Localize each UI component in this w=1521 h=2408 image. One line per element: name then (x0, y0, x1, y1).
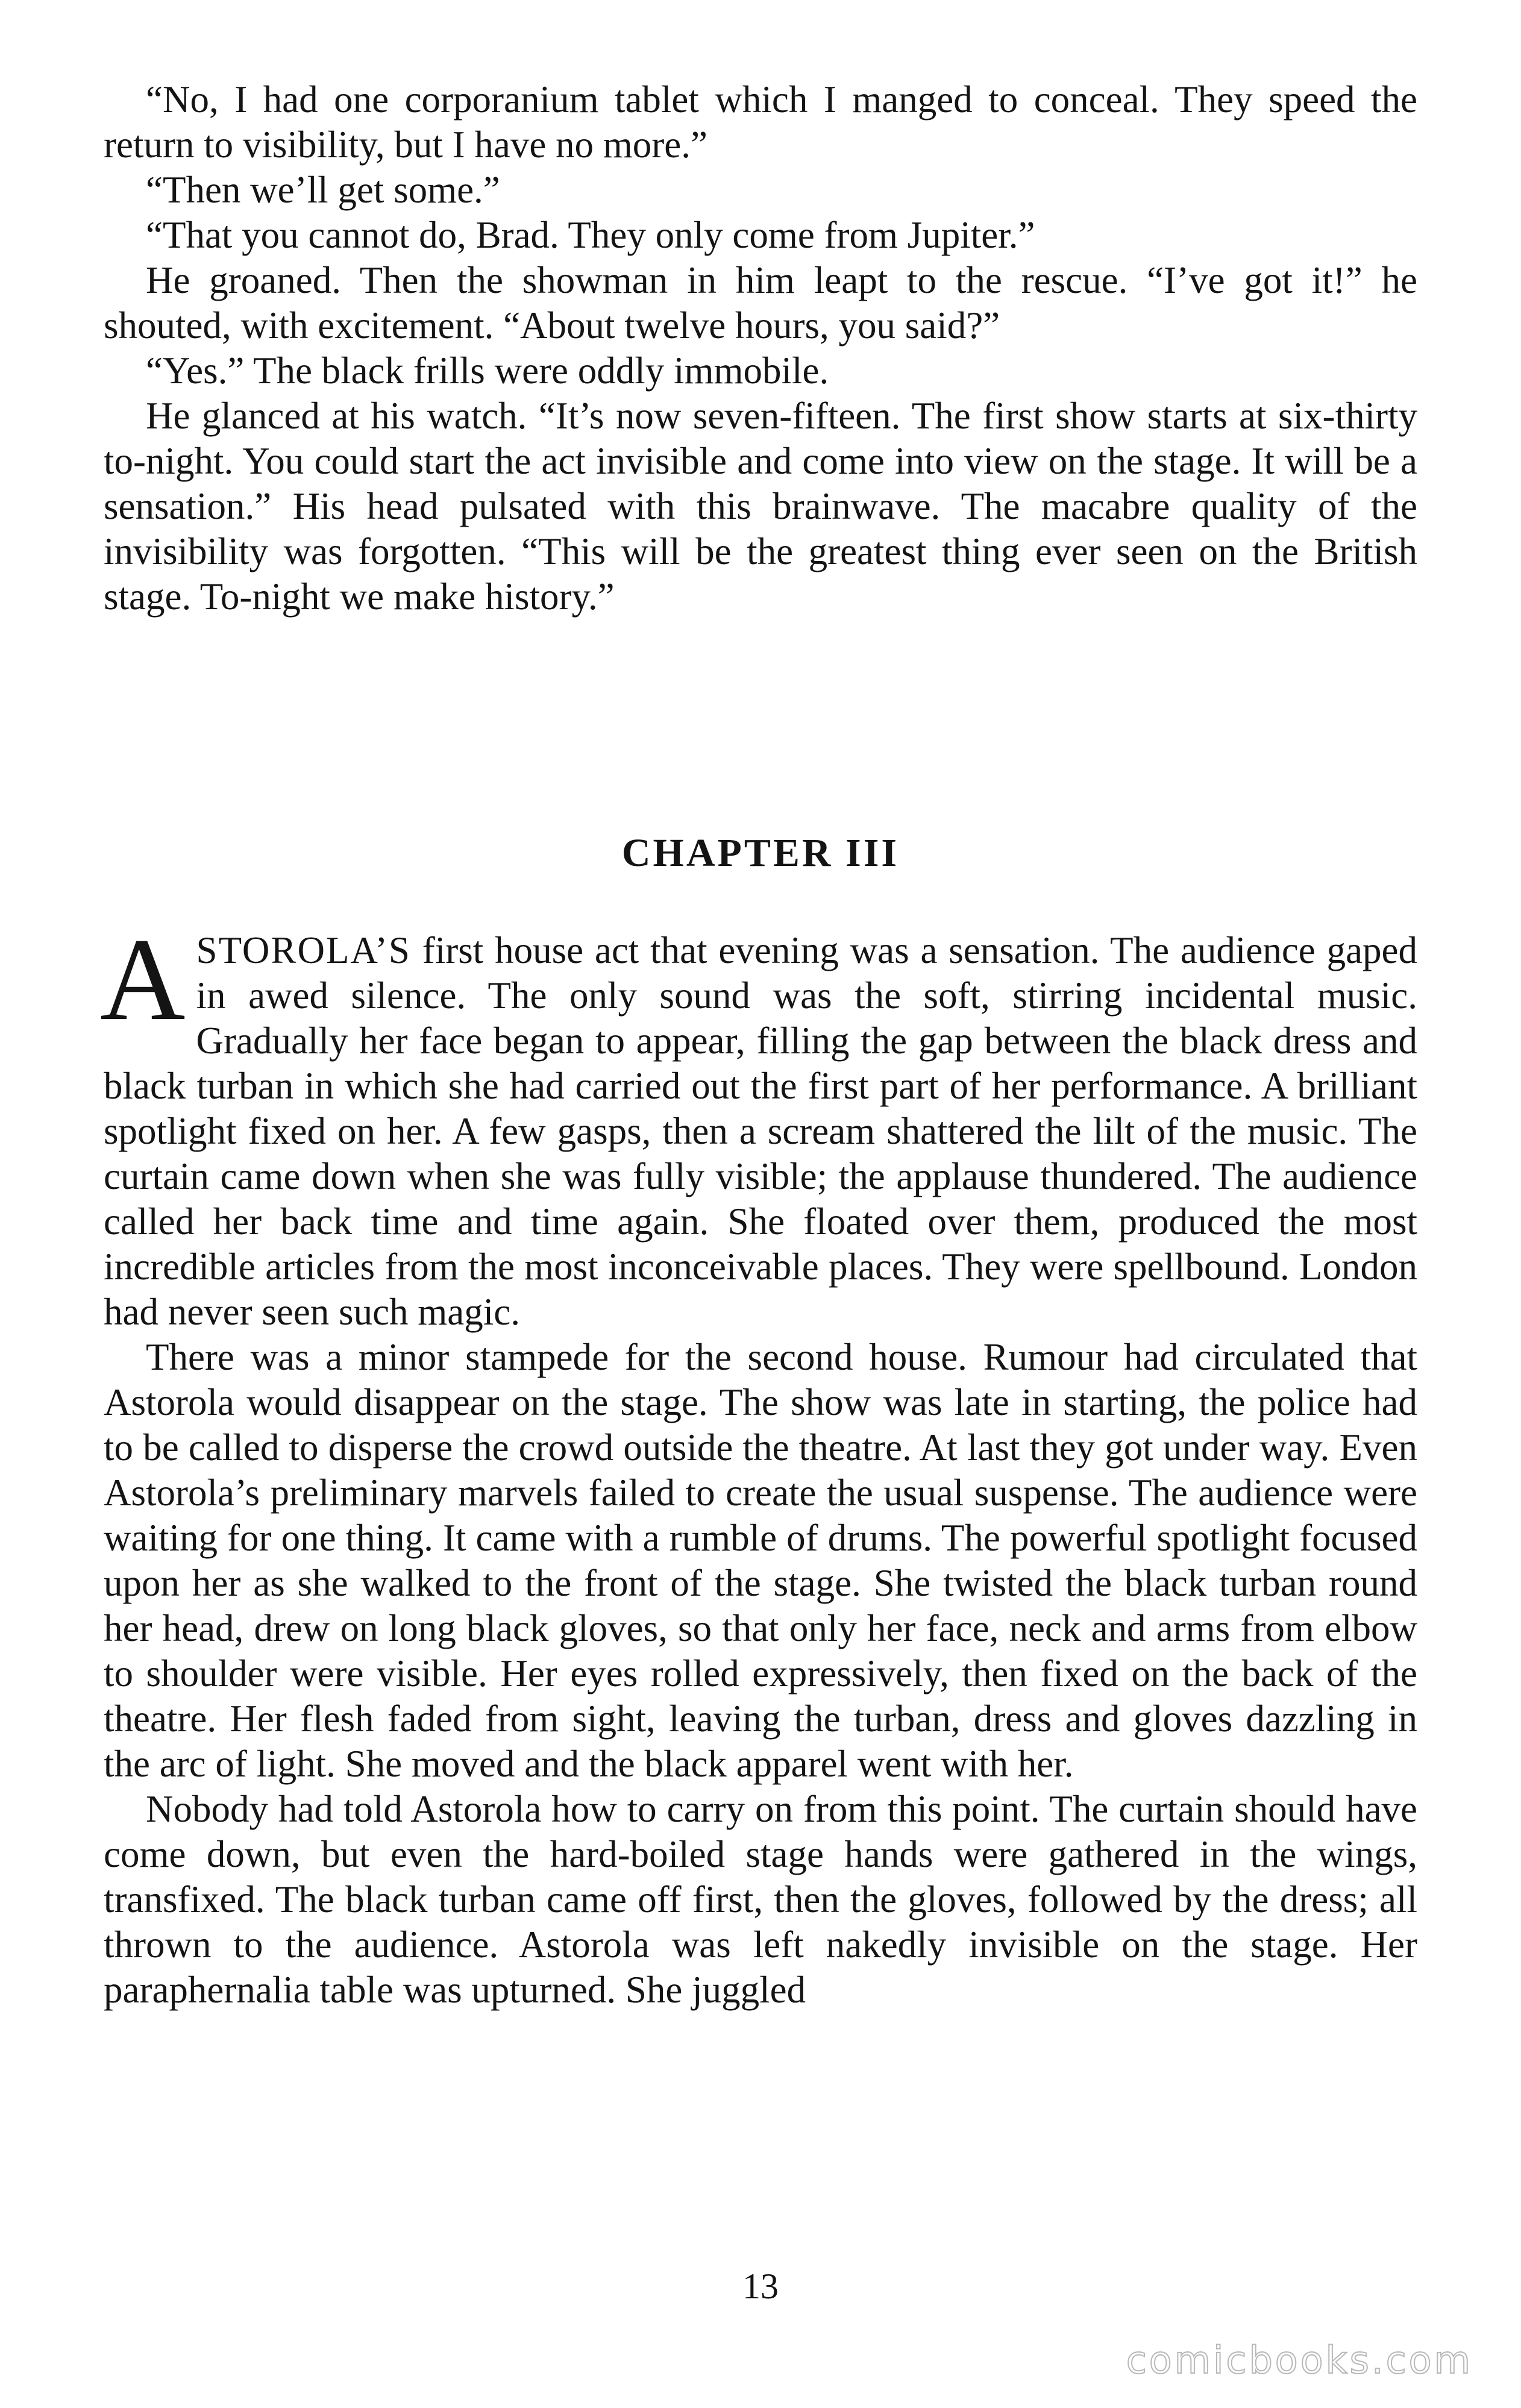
paragraph: Nobody had told Astorola how to carry on from this point. The curtain should have come down, but even the hard-boiled stage hands were gathered in the wings, transfixed. The black turban came off first, then the gloves, followed by the dress; all thrown to the audience. Astorola was left nakedly invisible on the stage. Her paraphernalia table was upturned. She juggled (104, 1788, 1417, 2011)
paragraph: He glanced at his watch. “It’s now seven-fifteen. The first show starts at six-thirty to-night. You could start the act invisible and come into view on the stage. It will be a sensation.” His head pulsated with this brainwave. The macabre quality of the invisibility was forgotten. “This will be the greatest thing ever seen on the British stage. To-night we make history.” (104, 395, 1417, 618)
page-number: 13 (742, 2266, 779, 2306)
paragraph: “That you cannot do, Brad. They only come from Jupiter.” (146, 214, 1035, 256)
chapter-first-paragraph (100, 914, 1417, 1335)
paragraph: He groaned. Then the showman in him leapt to the rescue. “I’ve got it!” he shouted, with excitement. “About twelve hours, you said?” (104, 259, 1417, 346)
chapter-first-word: STOROLA’S (196, 929, 411, 971)
paragraph: There was a minor stampede for the second house. Rumour had circulated that Astorola would disappear on the stage. The show was late in starting, the police had to be called to disperse the crowd outside the theatre. At last they got under way. Even Astorola’s preliminary marvels failed to create the usual suspense. The audience were waiting for one thing. It came with a rumble of drums. The powerful spotlight focused upon her as she walked to the front of the stage. She twisted the black turban round her head, drew on long black gloves, so that only her face, neck and arms from elbow to shoulder were visible. Her eyes rolled expressively, then fixed on the back of the theatre. Her flesh faded from sight, leaving the turban, dress and gloves dazzling in the arc of light. She moved and the black apparel went with her. (104, 1336, 1417, 1785)
paragraph: “Then we’ll get some.” (146, 169, 500, 211)
page-content (100, 77, 1417, 2011)
chapter-body (100, 914, 1417, 2013)
paragraph: “Yes.” The black frills were oddly immobile. (146, 350, 829, 392)
drop-cap: A (100, 914, 186, 1045)
chapter-title: CHAPTER III (621, 831, 900, 875)
paragraph: “No, I had one corporanium tablet which I manged to conceal. They speed the return to visibility, but I have no more.” (104, 78, 1417, 166)
top-text-block (104, 77, 1417, 619)
watermark: comicbooks.com (1126, 2338, 1473, 2382)
chapter-first-paragraph-text: first house act that evening was a sensation. The audience gaped in awed silence. The only sound was the soft, stirring incidental music. Gradually her face began to appear, filling the gap between the black dress and black turban in which she had carried out the first part of her performance. A brilliant spotlight fixed on her. A few gasps, then a scream shattered the lilt of the music. The curtain came down when she was fully visible; the applause thundered. The audience called her back time and time again. She floated over them, produced the most incredible articles from the most inconceivable places. They were spellbound. London had never seen such magic. (104, 929, 1417, 1333)
